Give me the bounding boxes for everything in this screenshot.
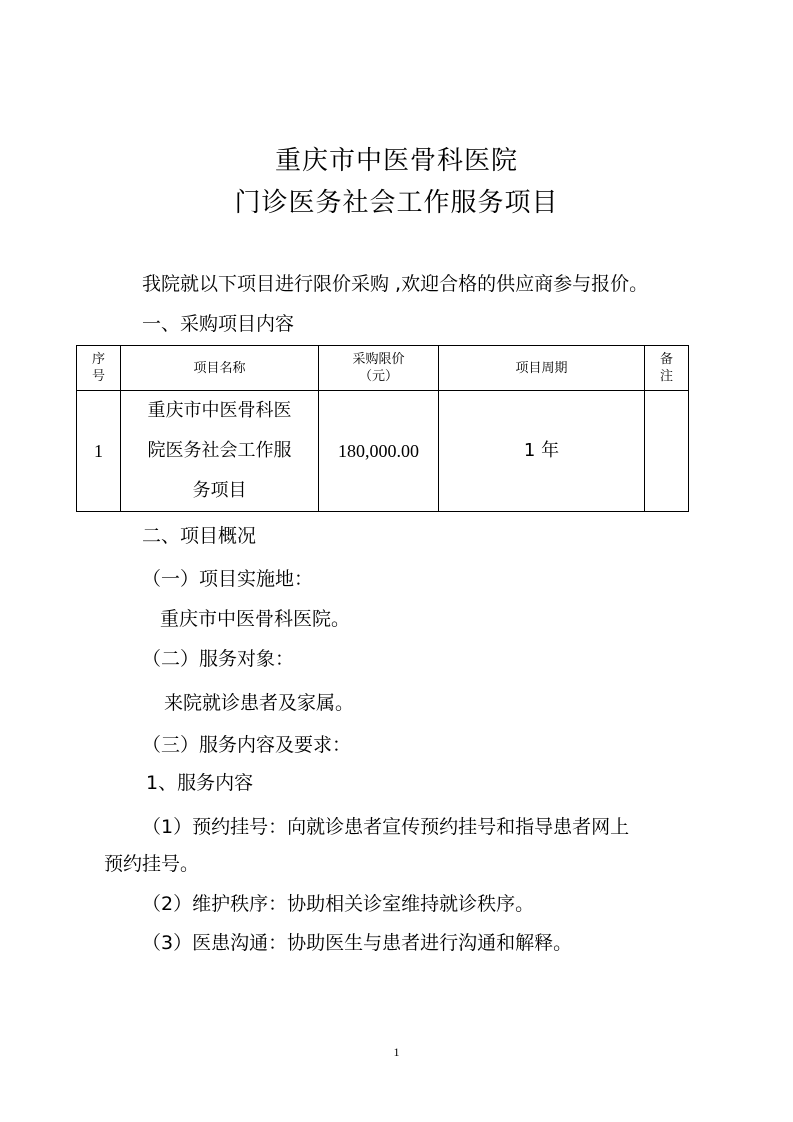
subsection-location: （一）项目实施地： [142, 568, 314, 590]
cell-period: 1 年 [439, 391, 645, 512]
table-header-row [77, 346, 689, 391]
document-title-line1: 重庆市中医骨科医院 [274, 146, 518, 176]
intro-paragraph: 我院就以下项目进行限价采购 ,欢迎合格的供应商参与报价。 [142, 273, 649, 295]
paragraph-1-line1: （1）预约挂号：向就诊患者宣传预约挂号和指导患者网上 [142, 816, 630, 838]
header-note: 备 注 [645, 346, 689, 391]
paragraph-2: （2）维护秩序：协助相关诊室维持就诊秩序。 [142, 893, 535, 915]
header-seq: 序 号 [77, 346, 121, 391]
subsection-content: （三）服务内容及要求： [142, 734, 352, 756]
cell-seq: 1 [77, 391, 121, 512]
subsection-audience: （二）服务对象： [142, 648, 295, 670]
cell-name: 重庆市中医骨科医 院医务社会工作服 务项目 [121, 391, 319, 512]
audience-text: 来院就诊患者及家属。 [164, 692, 355, 714]
paragraph-3: （3）医患沟通：协助医生与患者进行沟通和解释。 [142, 932, 573, 954]
page-number: 1 [393, 1045, 400, 1059]
item-heading: 1、服务内容 [146, 772, 254, 794]
section-heading-2: 二、项目概况 [142, 525, 257, 547]
header-period: 项目周期 [439, 346, 645, 391]
header-price: 采购限价 （元） [319, 346, 439, 391]
cell-price: 180,000.00 [319, 391, 439, 512]
section-heading-1: 一、采购项目内容 [142, 313, 295, 335]
document-title-line2: 门诊医务社会工作服务项目 [234, 188, 559, 218]
location-text: 重庆市中医骨科医院。 [160, 608, 351, 630]
paragraph-1-line2: 预约挂号。 [104, 853, 200, 875]
cell-note [645, 391, 689, 512]
table-row [77, 391, 689, 512]
procurement-table [76, 345, 689, 512]
header-name: 项目名称 [121, 346, 319, 391]
